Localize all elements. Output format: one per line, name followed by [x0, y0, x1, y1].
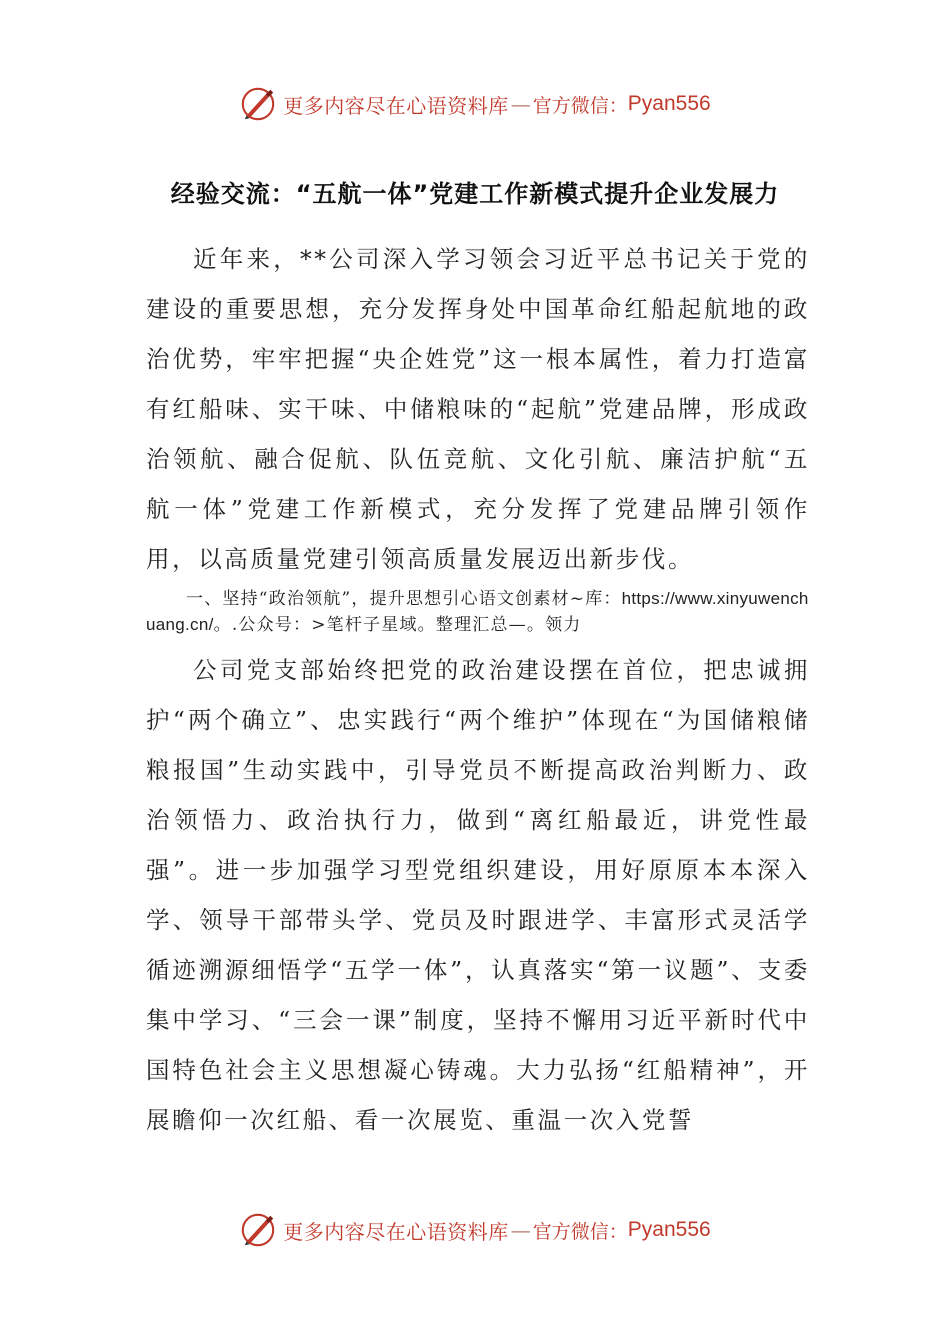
banner-wechat-label: 官方微信：: [532, 94, 628, 117]
banner-text: 更多内容尽在心语资料库: [283, 1219, 509, 1244]
banner-text: 更多内容尽在心语资料库: [283, 93, 509, 118]
pen-logo-icon: [239, 85, 277, 123]
section-heading: [146, 586, 810, 638]
header-banner: [0, 82, 950, 126]
banner-wechat-id: Pyan556: [627, 1218, 711, 1241]
banner-separator: —: [510, 92, 531, 116]
banner-wechat-label: 官方微信：: [532, 1220, 628, 1243]
banner-separator: —: [510, 1218, 531, 1242]
section-heading-suffix: 。.公众号：>笔杆子星域。整理汇总—。领力: [213, 615, 582, 635]
section-heading-prefix: 一、坚持“政治领航”，提升思想引心语文创素材~库：: [186, 589, 622, 609]
document-title: 经验交流：“五航一体”党建工作新模式提升企业发展力: [170, 180, 780, 208]
footer-banner: [0, 1208, 950, 1252]
body-paragraph: 公司党支部始终把党的政治建设摆在首位，把忠诚拥护“两个确立”、忠实践行“两个维护”体现在“为国储粮储粮报国”生动实践中，引导党员不断提高政治判断力、政治领悟力、政治执行力，做到“离红船最近，讲党性最强”。进一步加强学习型党组织建设，用好原原本本深入学、领导干部带头学、党员及时跟进学、丰富形式灵活学循迹溯源细悟学“五学一体”，认真落实“第一议题”、支委集中学习、“三会一课”制度，坚持不懈用习近平新时代中国特色社会主义思想凝心铸魂。大力弘扬“红船精神”，开展瞻仰一次红船、看一次展览、重温一次入党誓: [146, 656, 810, 1134]
section-heading-url: https://www.xinyuwenchuang.cn/: [146, 589, 809, 634]
pen-logo-icon: [239, 1211, 277, 1249]
banner-wechat-id: Pyan556: [627, 92, 711, 115]
intro-paragraph: 近年来，**公司深入学习领会习近平总书记关于党的建设的重要思想，充分发挥身处中国革命红船起航地的政治优势，牢牢把握“央企姓党”这一根本属性，着力打造富有红船味、实干味、中储粮味的“起航”党建品牌，形成政治领航、融合促航、队伍竞航、文化引航、廉洁护航“五航一体”党建工作新模式，充分发挥了党建品牌引领作用，以高质量党建引领高质量发展迈出新步伐。: [146, 245, 810, 573]
